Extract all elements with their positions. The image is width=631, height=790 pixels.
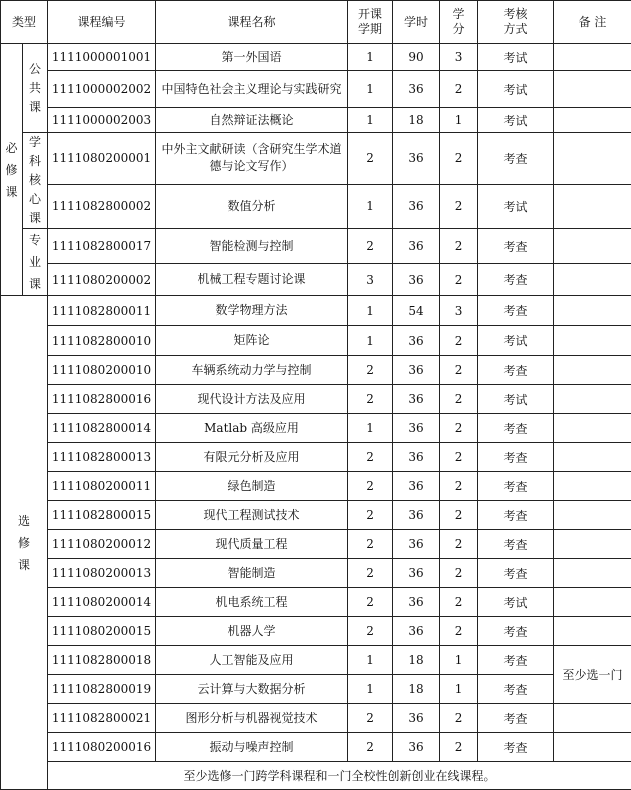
course-credits: 2 [440, 385, 478, 414]
table-row [1, 443, 631, 472]
course-credits: 2 [440, 264, 478, 296]
table-row [1, 184, 631, 228]
header-assessment: 考核方式 [478, 1, 554, 44]
course-remark [554, 704, 631, 733]
course-remark [554, 326, 631, 356]
course-semester: 1 [348, 108, 393, 133]
course-credits: 2 [440, 184, 478, 228]
course-assessment: 考试 [478, 326, 554, 356]
course-code: 1111082800013 [48, 443, 156, 472]
course-hours: 36 [393, 385, 440, 414]
table-row [1, 229, 631, 264]
course-code: 1111080200015 [48, 617, 156, 646]
table-row [1, 617, 631, 646]
table-row [1, 296, 631, 326]
course-assessment: 考查 [478, 443, 554, 472]
course-name: 中外主文献研读（含研究生学术道德与论文写作） [156, 133, 348, 185]
course-semester: 1 [348, 44, 393, 71]
course-remark [554, 71, 631, 108]
course-remark [554, 501, 631, 530]
course-credits: 2 [440, 133, 478, 185]
course-hours: 36 [393, 229, 440, 264]
header-hours: 学时 [393, 1, 440, 44]
course-remark [554, 414, 631, 443]
course-remark [554, 530, 631, 559]
course-name: 自然辩证法概论 [156, 108, 348, 133]
table-row [1, 559, 631, 588]
course-code: 1111080200001 [48, 133, 156, 185]
course-credits: 1 [440, 675, 478, 704]
course-assessment: 考查 [478, 229, 554, 264]
course-credits: 2 [440, 472, 478, 501]
course-semester: 2 [348, 617, 393, 646]
course-hours: 36 [393, 443, 440, 472]
course-semester: 1 [348, 184, 393, 228]
course-code: 1111080200014 [48, 588, 156, 617]
course-semester: 1 [348, 646, 393, 675]
group-required: 必修课 [1, 44, 23, 296]
course-semester: 2 [348, 472, 393, 501]
course-name: 矩阵论 [156, 326, 348, 356]
course-assessment: 考试 [478, 184, 554, 228]
header-code: 课程编号 [48, 1, 156, 44]
course-name: 第一外国语 [156, 44, 348, 71]
course-semester: 2 [348, 530, 393, 559]
course-name: 车辆系统动力学与控制 [156, 356, 348, 385]
course-code: 1111082800016 [48, 385, 156, 414]
course-remark [554, 617, 631, 646]
course-code: 1111082800017 [48, 229, 156, 264]
course-name: 数值分析 [156, 184, 348, 228]
table-row [1, 530, 631, 559]
table-row [1, 733, 631, 762]
course-hours: 36 [393, 559, 440, 588]
course-remark [554, 356, 631, 385]
header-name: 课程名称 [156, 1, 348, 44]
course-name: 智能制造 [156, 559, 348, 588]
course-hours: 36 [393, 704, 440, 733]
course-credits: 2 [440, 530, 478, 559]
course-name: 机电系统工程 [156, 588, 348, 617]
course-credits: 2 [440, 356, 478, 385]
course-code: 1111082800021 [48, 704, 156, 733]
course-semester: 1 [348, 71, 393, 108]
table-row [1, 675, 631, 704]
course-credits: 2 [440, 617, 478, 646]
course-semester: 2 [348, 704, 393, 733]
course-remark [554, 44, 631, 71]
course-assessment: 考查 [478, 414, 554, 443]
header-remarks: 备 注 [554, 1, 631, 44]
group-major: 专业课 [23, 229, 48, 296]
group-elective: 选修课 [1, 296, 48, 790]
table-row [1, 472, 631, 501]
table-row [1, 414, 631, 443]
course-remark [554, 733, 631, 762]
course-code: 1111000001001 [48, 44, 156, 71]
course-name: 有限元分析及应用 [156, 443, 348, 472]
course-semester: 2 [348, 133, 393, 185]
course-code: 1111080200010 [48, 356, 156, 385]
course-name: 图形分析与机器视觉技术 [156, 704, 348, 733]
course-assessment: 考试 [478, 108, 554, 133]
course-hours: 36 [393, 414, 440, 443]
course-assessment: 考查 [478, 704, 554, 733]
course-hours: 36 [393, 356, 440, 385]
course-assessment: 考查 [478, 530, 554, 559]
course-credits: 2 [440, 229, 478, 264]
course-remark [554, 133, 631, 185]
course-code: 1111000002002 [48, 71, 156, 108]
course-code: 1111082800014 [48, 414, 156, 443]
course-semester: 1 [348, 675, 393, 704]
table-row [1, 108, 631, 133]
course-credits: 2 [440, 559, 478, 588]
course-hours: 36 [393, 133, 440, 185]
course-name: 中国特色社会主义理论与实践研究 [156, 71, 348, 108]
course-name: 现代质量工程 [156, 530, 348, 559]
course-assessment: 考查 [478, 264, 554, 296]
course-name: 人工智能及应用 [156, 646, 348, 675]
course-assessment: 考查 [478, 472, 554, 501]
course-credits: 2 [440, 443, 478, 472]
remark-at-least-one: 至少选一门 [554, 646, 631, 704]
course-code: 1111080200011 [48, 472, 156, 501]
course-hours: 36 [393, 733, 440, 762]
course-assessment: 考查 [478, 296, 554, 326]
course-remark [554, 588, 631, 617]
course-hours: 36 [393, 501, 440, 530]
course-hours: 36 [393, 264, 440, 296]
course-code: 1111080200002 [48, 264, 156, 296]
course-name: 绿色制造 [156, 472, 348, 501]
course-semester: 2 [348, 229, 393, 264]
course-code: 1111082800010 [48, 326, 156, 356]
course-remark [554, 472, 631, 501]
course-semester: 2 [348, 733, 393, 762]
course-code: 1111082800018 [48, 646, 156, 675]
table-row [1, 501, 631, 530]
course-name: 振动与噪声控制 [156, 733, 348, 762]
course-name: Matlab 高级应用 [156, 414, 348, 443]
course-code: 1111080200016 [48, 733, 156, 762]
course-remark [554, 184, 631, 228]
course-hours: 18 [393, 646, 440, 675]
course-semester: 1 [348, 296, 393, 326]
course-assessment: 考试 [478, 588, 554, 617]
course-semester: 2 [348, 501, 393, 530]
table-row [1, 646, 631, 675]
course-assessment: 考查 [478, 617, 554, 646]
course-credits: 3 [440, 44, 478, 71]
course-code: 1111082800019 [48, 675, 156, 704]
course-hours: 54 [393, 296, 440, 326]
course-credits: 2 [440, 733, 478, 762]
course-remark [554, 108, 631, 133]
course-name: 云计算与大数据分析 [156, 675, 348, 704]
course-hours: 36 [393, 588, 440, 617]
course-name: 现代工程测试技术 [156, 501, 348, 530]
footer-note: 至少选修一门跨学科课程和一门全校性创新创业在线课程。 [48, 762, 631, 790]
course-code: 1111082800011 [48, 296, 156, 326]
course-hours: 36 [393, 530, 440, 559]
course-credits: 2 [440, 704, 478, 733]
course-semester: 2 [348, 443, 393, 472]
course-semester: 1 [348, 326, 393, 356]
course-name: 数学物理方法 [156, 296, 348, 326]
course-remark [554, 443, 631, 472]
course-hours: 36 [393, 184, 440, 228]
course-credits: 3 [440, 296, 478, 326]
table-row [1, 588, 631, 617]
course-remark [554, 296, 631, 326]
table-row [1, 385, 631, 414]
course-assessment: 考查 [478, 675, 554, 704]
footer-row [1, 762, 631, 790]
table-row [1, 704, 631, 733]
course-credits: 1 [440, 108, 478, 133]
course-name: 智能检测与控制 [156, 229, 348, 264]
course-code: 1111000002003 [48, 108, 156, 133]
course-hours: 36 [393, 71, 440, 108]
course-name: 机械工程专题讨论课 [156, 264, 348, 296]
course-name: 机器人学 [156, 617, 348, 646]
course-hours: 36 [393, 472, 440, 501]
course-assessment: 考试 [478, 44, 554, 71]
course-remark [554, 229, 631, 264]
course-assessment: 考查 [478, 646, 554, 675]
group-public: 公共课 [23, 44, 48, 133]
course-remark [554, 385, 631, 414]
course-credits: 2 [440, 501, 478, 530]
table-row [1, 356, 631, 385]
course-assessment: 考试 [478, 71, 554, 108]
header-semester: 开课学期 [348, 1, 393, 44]
course-remark [554, 264, 631, 296]
table-row [1, 326, 631, 356]
course-assessment: 考查 [478, 559, 554, 588]
course-remark [554, 559, 631, 588]
course-credits: 2 [440, 414, 478, 443]
course-credits: 2 [440, 588, 478, 617]
header-credits: 学分 [440, 1, 478, 44]
course-credits: 2 [440, 326, 478, 356]
course-credits: 1 [440, 646, 478, 675]
course-semester: 2 [348, 588, 393, 617]
course-assessment: 考查 [478, 356, 554, 385]
course-semester: 2 [348, 356, 393, 385]
course-hours: 18 [393, 675, 440, 704]
course-hours: 18 [393, 108, 440, 133]
table-row [1, 44, 631, 71]
course-semester: 1 [348, 414, 393, 443]
course-semester: 2 [348, 559, 393, 588]
course-assessment: 考查 [478, 733, 554, 762]
course-assessment: 考试 [478, 385, 554, 414]
course-code: 1111080200012 [48, 530, 156, 559]
course-semester: 2 [348, 385, 393, 414]
course-code: 1111082800015 [48, 501, 156, 530]
course-name: 现代设计方法及应用 [156, 385, 348, 414]
course-hours: 36 [393, 617, 440, 646]
table-row [1, 264, 631, 296]
course-assessment: 考查 [478, 501, 554, 530]
course-hours: 36 [393, 326, 440, 356]
header-row [1, 1, 631, 44]
group-core: 学科核心课 [23, 133, 48, 229]
course-credits: 2 [440, 71, 478, 108]
course-assessment: 考查 [478, 133, 554, 185]
course-code: 1111080200013 [48, 559, 156, 588]
course-hours: 90 [393, 44, 440, 71]
course-semester: 3 [348, 264, 393, 296]
table-row [1, 133, 631, 185]
header-category: 类型 [1, 1, 48, 44]
course-code: 1111082800002 [48, 184, 156, 228]
table-row [1, 71, 631, 108]
